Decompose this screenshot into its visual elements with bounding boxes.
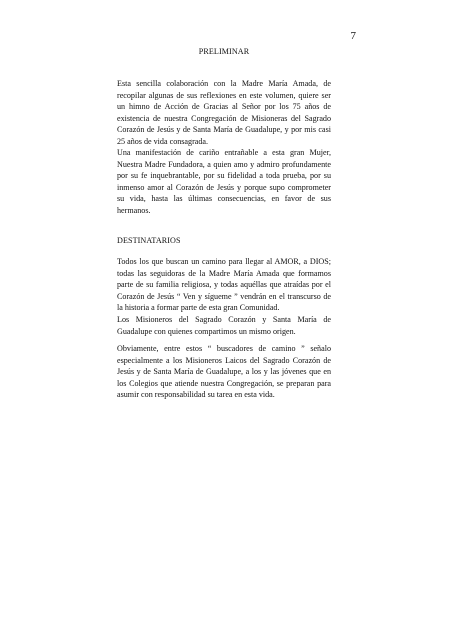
paragraph-destinatarios-3: Obviamente, entre estos “ buscadores de camino ” señalo especialmente a los Misioneros Laicos del Sagrado Corazón de Jesús y de Santa María de Guadalupe, a los y las jóvenes que en los Colegios que atiende nuestra Congregación, se preparan para asumir con responsabilidad su tarea en esta vida. bbox=[117, 344, 331, 400]
paragraph-preliminar-2: Una manifestación de cariño entrañable a esta gran Mujer, Nuestra Madre Fundadora, a quien amo y admiro profundamente por su fe inquebrantable, por su fidelidad a toda prueba, por su inmenso amor al Corazón de Jesús y porque supo comprometer su vida, hasta las últimas consecuencias, en favor de sus hermanos. bbox=[117, 148, 331, 215]
section-heading-preliminar: PRELIMINAR bbox=[198, 47, 250, 56]
paragraph-destinatarios-1: Todos los que buscan un camino para llegar al AMOR, a DIOS; todas las seguidoras de la Madre María Amada que formamos parte de su familia religiosa, y todas aquéllas que atraídas por el Corazón de Jesús “ Ven y sígueme ” vendrán en el transcurso de la historia a formar parte de esta gran Comunidad. bbox=[117, 257, 331, 313]
paragraph-destinatarios-2: Los Misioneros del Sagrado Corazón y Santa María de Guadalupe con quienes compartimos un mismo origen. bbox=[117, 315, 331, 336]
section-heading-destinatarios: DESTINATARIOS bbox=[117, 236, 181, 245]
paragraph-preliminar-1: Esta sencilla colaboración con la Madre María Amada, de recopilar algunas de sus reflexiones en este volumen, quiere ser un himno de Acción de Gracias al Señor por los 75 años de existencia de nuestra Congregación de Misioneras del Sagrado Corazón de Jesús y de Santa María de Guadalupe, y por mis casi 25 años de vida consagrada. bbox=[117, 79, 331, 146]
page-number: 7 bbox=[350, 30, 356, 42]
